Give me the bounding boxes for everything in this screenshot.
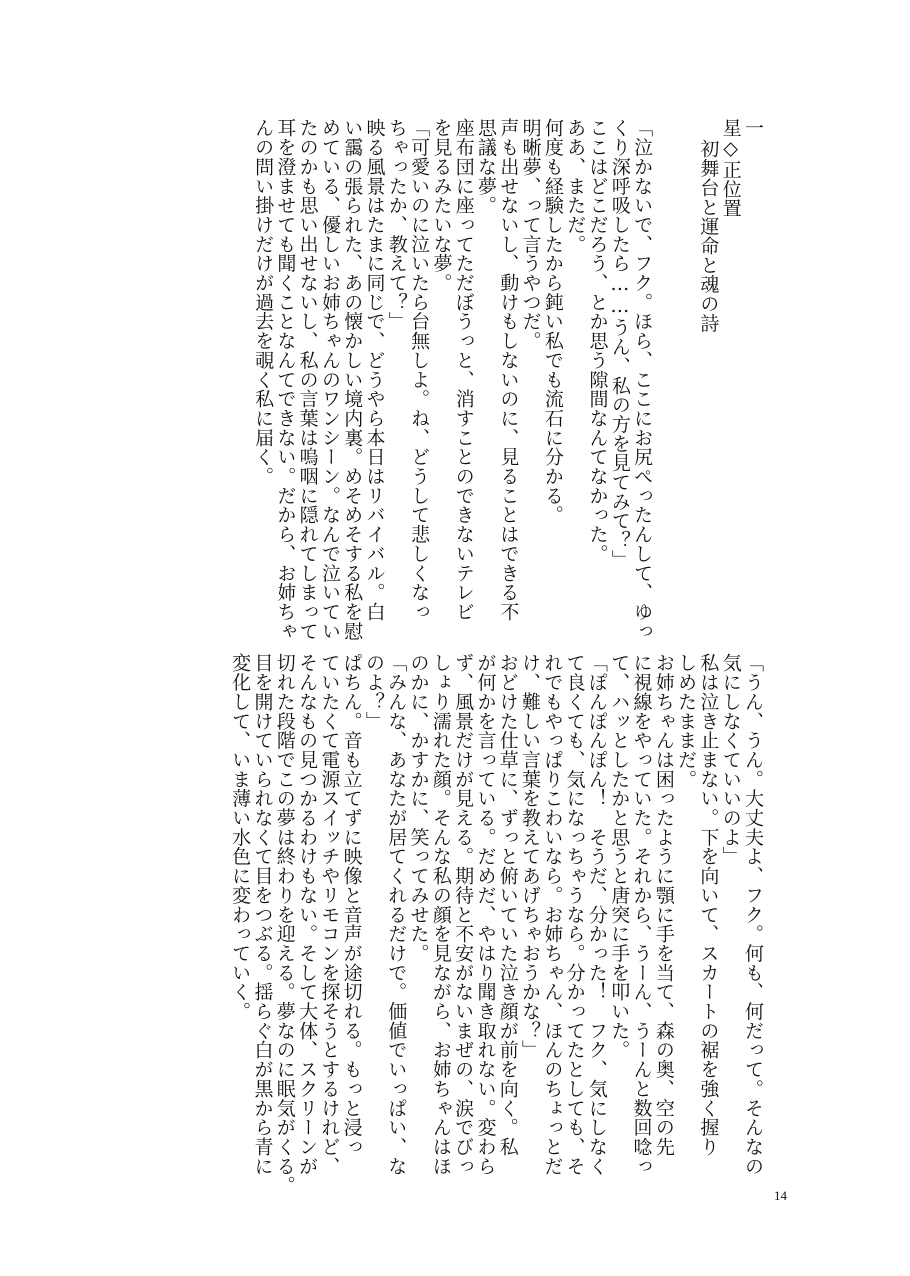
text-line: ちゃったか、教えて？」 bbox=[385, 118, 408, 331]
text-line: を見るみたいな夢。 bbox=[430, 118, 453, 293]
text-line: 「泣かないで、フク。ほら、ここにお尻ぺったんして、ゆっ bbox=[631, 118, 654, 641]
upper-text-block bbox=[252, 118, 764, 641]
text-line: ここはどこだろう、とか思う隙間なんてなかった。 bbox=[586, 118, 609, 564]
text-line: ていたくて電源スイッチやリモコンを探そうとするけれど、 bbox=[318, 653, 341, 1176]
text-line: 「みんな、あなたが居てくれるだけで。価値でいっぱい、な bbox=[385, 653, 408, 1176]
text-line: のかに、かすかに、笑ってみせた。 bbox=[407, 653, 430, 963]
text-line: そんなもの見つかるわけもない。そして大体、スクリーンが bbox=[296, 653, 319, 1176]
text-line: しめたままだ。 bbox=[675, 653, 698, 789]
text-line: 思議な夢。 bbox=[475, 118, 498, 215]
text-line: めている、優しいお姉ちゃんのワンシーン。なんで泣いてい bbox=[318, 118, 341, 641]
text-line: 切れた段階でこの夢は終わりを迎える。夢なのに眠気がくる。 bbox=[273, 653, 296, 1195]
chapter-title-line-2: 初舞台と運命と魂の詩 bbox=[697, 139, 720, 333]
text-line: 映る風景はたまに同じで、どうやら本日はリバイバル。白 bbox=[363, 118, 386, 622]
text-line: い靄の張られた、あの懐かしい境内裏。めそめそする私を慰 bbox=[341, 118, 364, 641]
spacer bbox=[653, 118, 697, 638]
text-line: 「うん、うん。大丈夫よ、フク。何も、何だって。そんなの bbox=[742, 653, 764, 1176]
text-line: のよ？」 bbox=[362, 653, 385, 731]
text-line: お姉ちゃんは困ったように顎に手を当て、森の奥、空の先 bbox=[652, 653, 675, 1157]
text-line: 座布団に座ってただぼうっと、消すことのできないテレビ bbox=[452, 118, 475, 622]
text-line: に視線をやっていた。それから、うーん、うーんと数回唸っ bbox=[630, 653, 653, 1176]
text-line: ああ、まただ。 bbox=[564, 118, 587, 254]
text-line: 「ぽんぽんぽん！ そうだ、分かった！ フク、気にしなく bbox=[585, 653, 608, 1176]
chapter-title-line-1: 星◇正位置 bbox=[719, 118, 742, 218]
text-line: おどけた仕草に、ずっと俯いていた泣き顔が前を向く。私 bbox=[496, 653, 519, 1157]
text-line: 気にしなくていいのよ」 bbox=[719, 653, 742, 866]
page-number: 14 bbox=[774, 1188, 787, 1203]
text-line: 私は泣き止まない。下を向いて、スカートの裾を強く握り bbox=[697, 653, 720, 1157]
text-line: て良くても、気になっちゃうなら。分かってたとしても、そ bbox=[563, 653, 586, 1176]
text-line: くり深呼吸したら……うん、私の方を見てみて？」 bbox=[608, 118, 631, 570]
chapter-number: 一 bbox=[742, 118, 764, 138]
text-line: 何度も経験したから鈍い私でも流石に分かる。 bbox=[541, 118, 564, 525]
text-line: 変化して、いま薄い水色に変わっていく。 bbox=[229, 653, 252, 1021]
text-line: ぱちん。音も立てずに映像と音声が途切れる。もっと浸っ bbox=[340, 653, 363, 1157]
text-line: 「可愛いのに泣いたら台無しよ。ね、どうして悲しくなっ bbox=[408, 118, 431, 622]
text-line: 耳を澄ませても聞くことなんてできない。だから、お姉ちゃ bbox=[274, 118, 297, 641]
text-line: しょり濡れた顔。そんな私の顔を見ながら、お姉ちゃんはほ bbox=[429, 653, 452, 1176]
text-line: れでもやっぱりこわいなら。お姉ちゃん、ほんのちょっとだ bbox=[541, 653, 564, 1176]
text-line: 声も出せないし、動けもしないのに、見ることはできる不 bbox=[497, 118, 520, 622]
text-line: たのかも思い出せないし、私の言葉は嗚咽に隠れてしまって bbox=[296, 118, 319, 641]
text-line: 目を開けていられなくて目をつぶる。揺らぐ白が黒から青に bbox=[251, 653, 274, 1176]
lower-text-block bbox=[229, 653, 764, 1195]
text-line: んの問い掛けだけが過去を覗く私に届く。 bbox=[252, 118, 275, 486]
text-line: け、難しい言葉を教えてあげちゃおうかな？」 bbox=[519, 653, 542, 1060]
text-line: ず、風景だけが見える。期待と不安がないまぜの、涙でびっ bbox=[452, 653, 475, 1176]
text-line: が何かを言っている。だめだ、やはり聞き取れない。変わら bbox=[474, 653, 497, 1176]
text-line: て、ハッとしたかと思うと唐突に手を叩いた。 bbox=[608, 653, 631, 1060]
text-line: 明晰夢、って言うやつだ。 bbox=[519, 118, 542, 351]
